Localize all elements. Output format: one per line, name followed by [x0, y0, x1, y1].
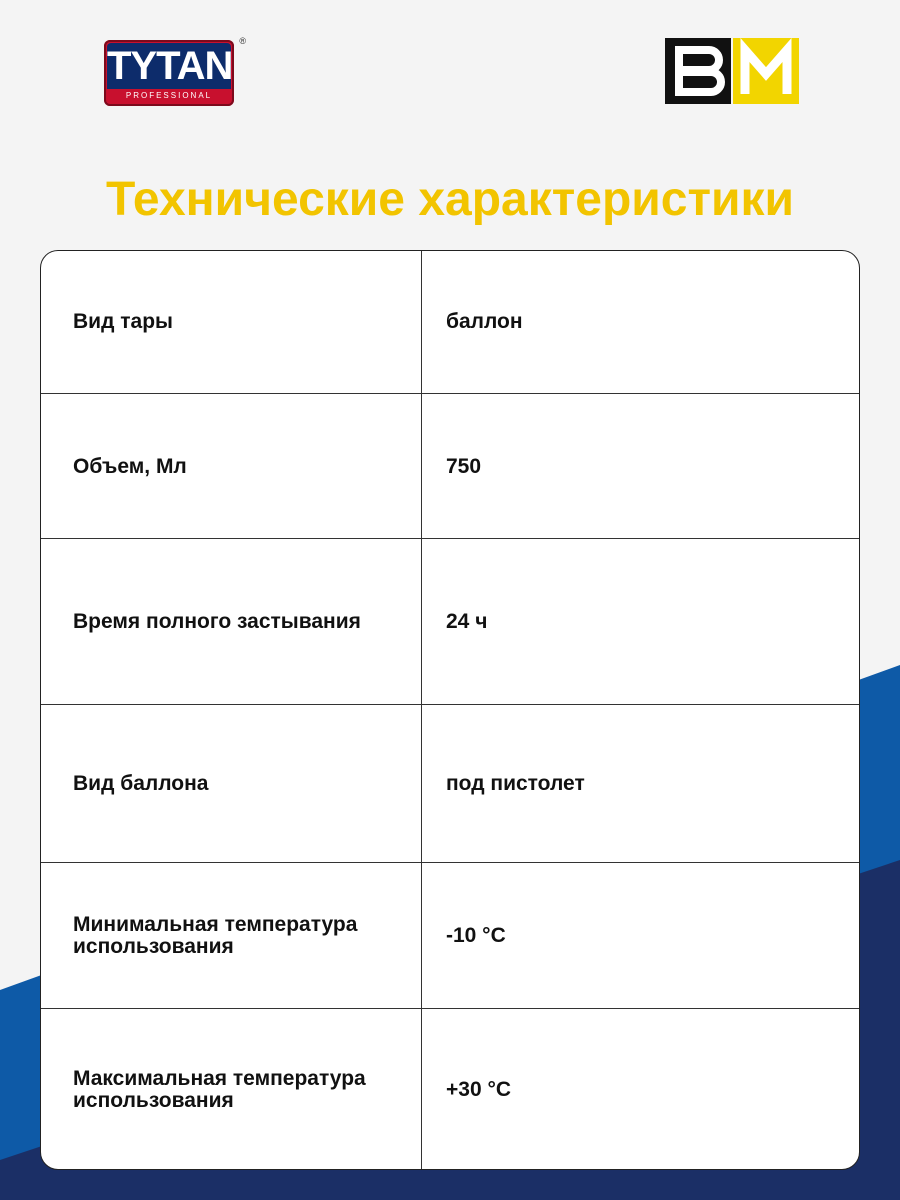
table-row	[41, 862, 859, 1009]
spec-value: -10 °C	[446, 924, 506, 947]
tytan-logo	[104, 36, 246, 106]
spec-label: Минимальная температура использования	[73, 913, 358, 958]
spec-value: +30 °C	[446, 1077, 512, 1101]
table-row	[41, 704, 859, 863]
table-row	[41, 1008, 859, 1170]
spec-value: баллон	[446, 310, 523, 333]
spec-value: под пистолет	[446, 772, 585, 795]
spec-value: 750	[446, 454, 482, 478]
tytan-logo-subtitle: PROFESSIONAL	[125, 91, 213, 100]
spec-label: Вид баллона	[73, 772, 209, 795]
spec-label: Максимальная температура использования	[73, 1066, 366, 1112]
registered-mark: ®	[239, 36, 246, 46]
bm-logo	[665, 38, 799, 104]
spec-value: 24 ч	[446, 610, 488, 633]
spec-label: Время полного застывания	[73, 610, 361, 633]
table-row	[41, 251, 859, 393]
page-title: Технические характеристики	[105, 173, 795, 226]
tytan-logo-text: TYTAN	[107, 44, 233, 88]
table-row	[41, 393, 859, 539]
specs-table	[40, 250, 860, 1170]
spec-label: Вид тары	[73, 310, 173, 333]
table-row	[41, 538, 859, 705]
spec-label: Объем, Мл	[73, 454, 187, 478]
